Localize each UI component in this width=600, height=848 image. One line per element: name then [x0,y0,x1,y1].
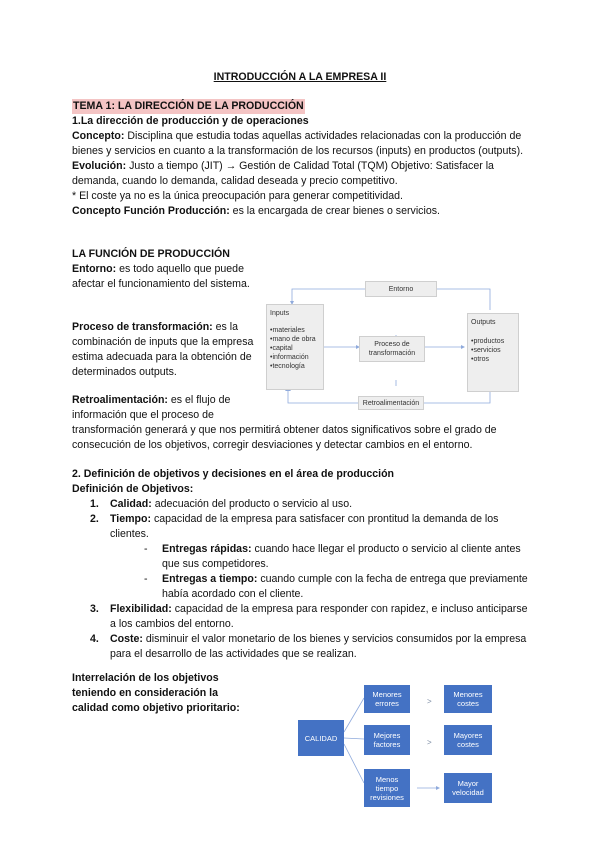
entorno-box: Entorno [365,281,437,297]
section-1-heading: 1.La dirección de producción y de operaciones [72,115,309,127]
objective-item [72,512,532,602]
menos-tiempo-revisiones-box: Menos tiempo revisiones [364,769,410,807]
outputs-list [471,337,515,364]
evolucion-text: Justo a tiempo (JIT) → Gestión de Calidad Total (TQM) Objetivo: Satisfacer la demanda, cuando lo demanda, calidad deseada y precio competitivo. [72,160,494,187]
retro-paragraph [72,393,256,423]
mayores-costes-box: Mayores costes [444,725,492,755]
input-item: • mano de obra [270,335,320,344]
menores-errores-box: Menores errores [364,685,410,713]
arrow-right-icon: > [427,738,432,747]
interrelacion-text: Interrelación de los objetivos teniendo en consideración la calidad como objetivo prioritario: [72,672,240,714]
proceso-text: es la combinación de inputs que la empresa estima adecuada para la obtención de determinados outputs. [72,321,254,378]
outputs-box [467,313,519,392]
sub-item-text: cuando cumple con la fecha de entrega que previamente había acordado con el cliente. [162,573,528,600]
objective-label: Coste: [110,633,143,645]
objective-text: capacidad de la empresa para responder con rapidez, e incluso anticiparse a los cambios del entorno. [110,603,528,630]
proceso-paragraph [72,320,256,380]
sub-item-text: cuando hace llegar el producto o servicio al cliente antes que sus competidores. [162,543,521,570]
objective-text: adecuación del producto o servicio al uso. [151,498,353,510]
objective-number: 3. [90,603,99,615]
tiempo-sub-list [144,542,532,602]
objective-number: 1. [90,498,99,510]
objective-label: Calidad: [110,498,152,510]
arrow-right-icon: > [427,697,432,706]
sub-item-label: Entregas a tiempo: [162,573,258,585]
input-item: • materiales [270,326,320,335]
concepto-text: Disciplina que estudia todas aquellas actividades relacionadas con la producción de bienes y servicios en cuanto a la transformación de los recursos (inputs) en productos (outputs). [72,130,524,157]
sub-item-label: Entregas rápidas: [162,543,252,555]
objectives-subheading: Definición de Objetivos: [72,483,194,495]
retro-label: Retroalimentación: [72,394,168,406]
funcion-concept-paragraph [72,204,532,219]
entorno-text: es todo aquello que puede afectar el funcionamiento del sistema. [72,263,250,290]
section-1 [72,114,532,219]
retro-text-1: es el flujo de información que el proceso de [72,394,231,421]
objective-number: 2. [90,513,99,525]
input-item: • capital [270,344,320,353]
objective-text: disminuir el valor monetario de los bienes y servicios consumidos por la empresa para el desarrollo de las actividades que se realizan. [110,633,527,660]
funcion-concept-label: Concepto Función Producción: [72,205,230,217]
objective-item [72,602,532,632]
objective-label: Flexibilidad: [110,603,172,615]
objectives-list [72,497,532,662]
sub-item [144,572,532,602]
output-item: • otros [471,355,515,364]
proceso-box: Proceso de transformación [359,336,425,362]
output-item: • productos [471,337,515,346]
outputs-title: Outputs [471,319,496,326]
section-2-heading: 2. Definición de objetivos y decisiones en el área de producción [72,468,395,480]
tema-title: TEMA 1: LA DIRECCIÓN DE LA PRODUCCIÓN [73,100,304,112]
objective-item [72,632,532,662]
calidad-diagram [296,680,496,812]
inputs-box [266,304,324,390]
coste-note: * El coste ya no es la única preocupación para generar competitividad. [72,190,403,202]
input-item: • información [270,353,320,362]
evolucion-label: Evolución: [72,160,127,172]
inputs-title: Inputs [270,310,290,317]
production-system-diagram [262,276,524,412]
funcion-heading: LA FUNCIÓN DE PRODUCCIÓN [72,248,230,260]
objective-text: capacidad de la empresa para satisfacer con prontitud la demanda de los clientes. [110,513,499,540]
proceso-label: Proceso de transformación: [72,321,213,333]
menores-costes-box: Menores costes [444,685,492,713]
mayor-velocidad-box: Mayor velocidad [444,773,492,803]
sub-item [144,542,532,572]
retro-box: Retroalimentación [358,396,424,410]
retro-paragraph-continued: transformación generará y que nos permitirá obtener datos significativos sobre el grado de consecución de los objetivos, corregir desviaciones y detectar cambios en el entorno. [72,424,497,451]
inputs-list [270,326,320,371]
funcion-concept-text: es la encargada de crear bienes o servicios. [229,205,440,217]
objective-number: 4. [90,633,99,645]
calidad-box: CALIDAD [298,720,344,756]
output-item: • servicios [471,346,515,355]
arrow-long-icon [417,784,441,792]
objective-label: Tiempo: [110,513,152,525]
concepto-label: Concepto: [72,130,125,142]
objective-item [72,497,532,512]
mejores-factores-box: Mejores factores [364,725,410,755]
concepto-paragraph [72,129,532,159]
section-2 [72,467,532,662]
evolucion-paragraph [72,159,532,189]
entorno-paragraph [72,262,256,292]
document-title: INTRODUCCIÓN A LA EMPRESA II [213,71,387,83]
input-item: • tecnología [270,362,320,371]
entorno-label: Entorno: [72,263,117,275]
